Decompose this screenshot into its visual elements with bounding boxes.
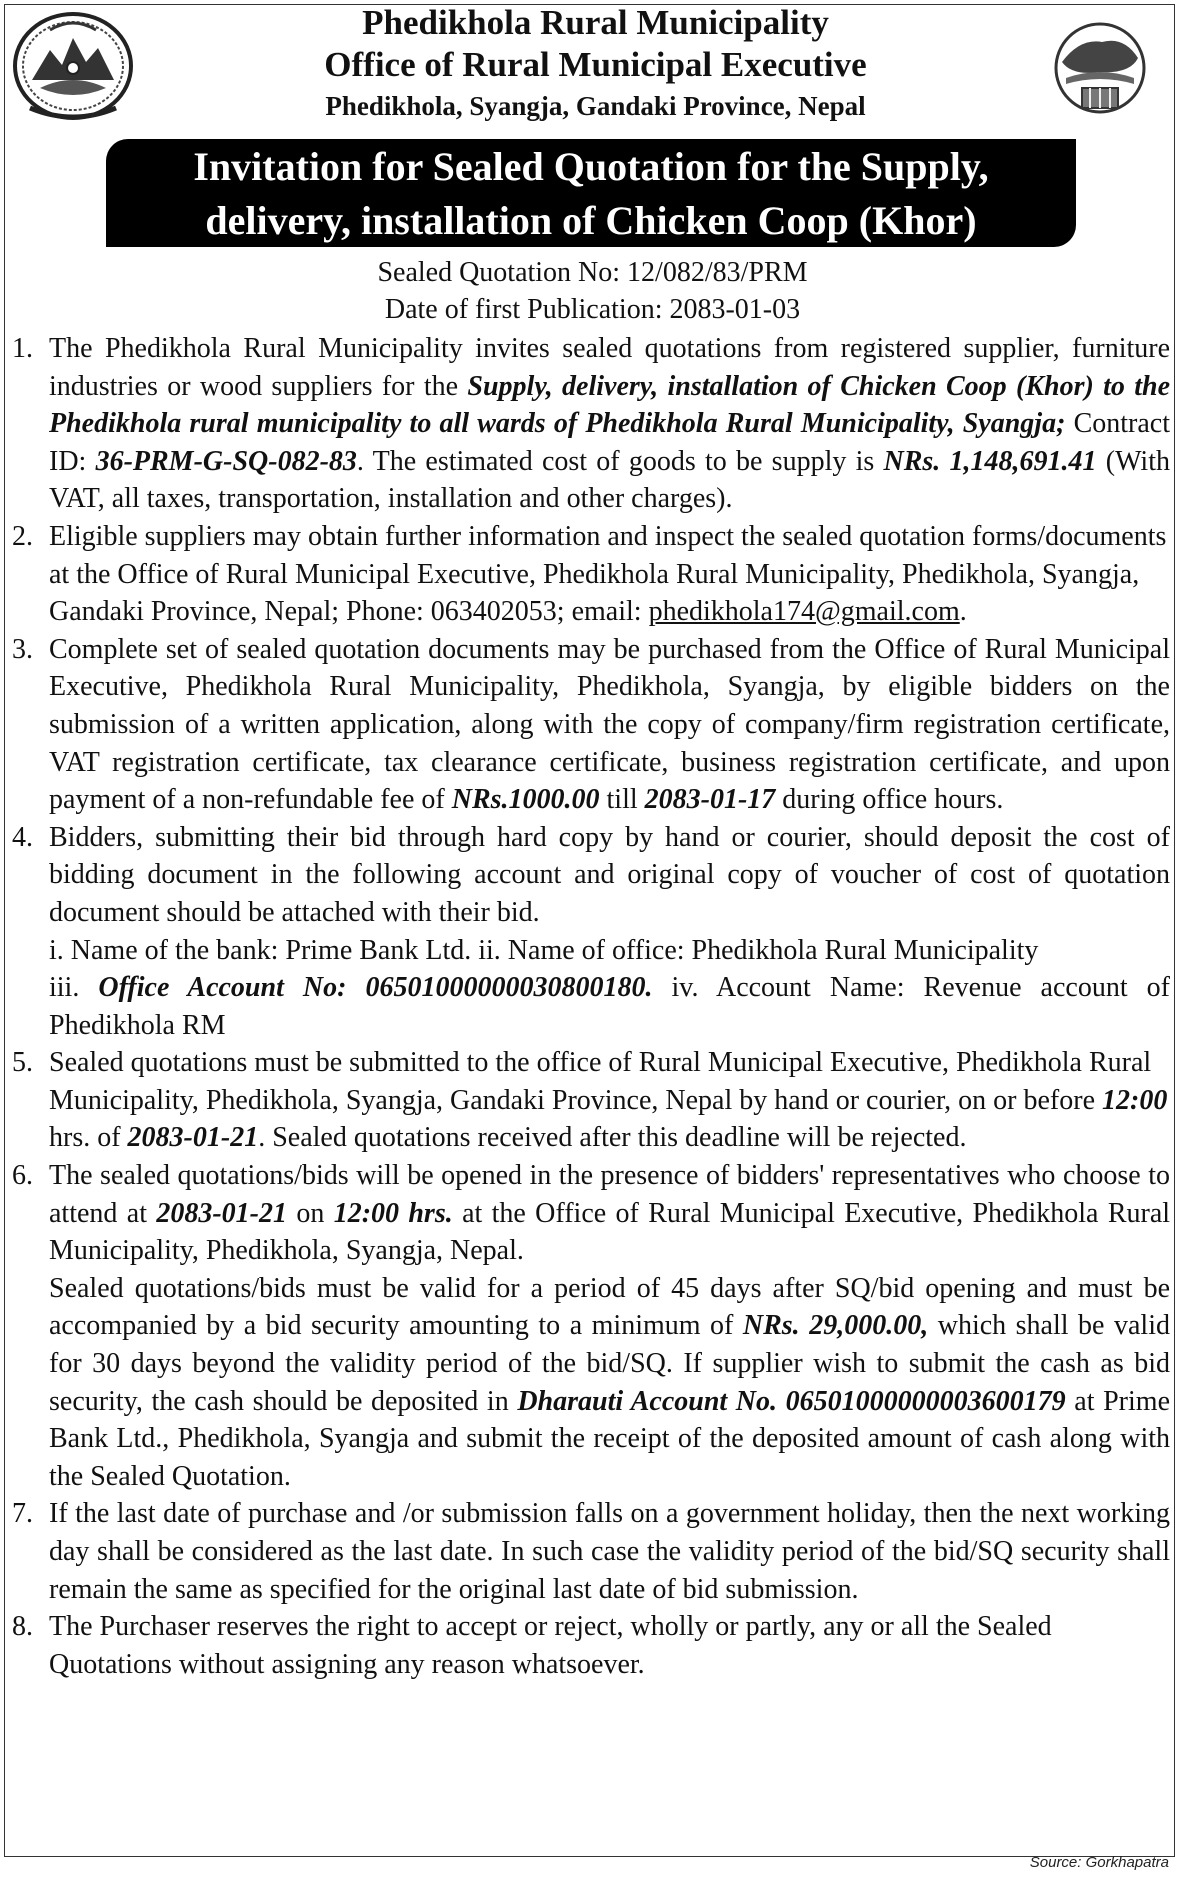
source-credit: Source: Gorkhapatra xyxy=(1029,1854,1169,1871)
municipality-name: Phedikhola Rural Municipality xyxy=(362,3,829,42)
clause-1 xyxy=(12,330,1170,518)
clause-5 xyxy=(12,1044,1170,1157)
clause-6 xyxy=(12,1157,1170,1495)
clause-number: 2. xyxy=(12,520,33,552)
clause-2 xyxy=(12,518,1170,631)
clause-text: The sealed quotations/bids will be opened in the presence of bidders' representatives who choose to attend at 2083-01-21 on 12:00 hrs. at the Office of Rural Municipal Executive, Phedikhola Rural Municipality, Phedikhola, Syangja, Nepal. Sealed quotations/bids must be valid for a period of 45 days after SQ/bid opening and must be accompanied by a bid security amounting to a minimum of NRs. 29,000.00, which shall be valid for 30 days beyond the validity period of the bid/SQ. If supplier wish to submit the cash as bid security, the cash should be deposited in Dharauti Account No. 06501000000003600179 at Prime Bank Ltd., Phedikhola, Syangja and submit the receipt of the deposited amount of cash along with the Sealed Quotation. xyxy=(49,1157,1170,1495)
clause-number: 7. xyxy=(12,1498,33,1530)
account-details: iii. Office Account No: 06501000000030800180. iv. Account Name: Revenue account of Phedikhola RM xyxy=(49,972,1170,1041)
clause-text: The Purchaser reserves the right to accept or reject, wholly or partly, any or all the Sealed Quotations without assigning any reason whatsoever. xyxy=(49,1611,1052,1680)
bid-security-paragraph: Sealed quotations/bids must be valid for a period of 45 days after SQ/bid opening and must be accompanied by a bid security amounting to a minimum of NRs. 29,000.00, which shall be valid for 30 days beyond the validity period of the bid/SQ. If supplier wish to submit the cash as bid security, the cash should be deposited in Dharauti Account No. 06501000000003600179 at Prime Bank Ltd., Phedikhola, Syangja and submit the receipt of the deposited amount of cash along with the Sealed Quotation. xyxy=(49,1272,1170,1492)
office-address: Phedikhola, Syangja, Gandaki Province, Nepal xyxy=(325,91,866,121)
clause-text: Bidders, submitting their bid through hard copy by hand or courier, should deposit the cost of bidding document in the following account and original copy of voucher of cost of quotation document should be attached with their bid. i. Name of the bank: Prime Bank Ltd. ii. Name of office: Phedikhola Rural Municipality iii. Office Account No: 06501000000030800180. iv. Account Name: Revenue account of Phedikhola RM xyxy=(49,819,1170,1045)
clause-number: 1. xyxy=(12,333,33,364)
clause-number: 4. xyxy=(12,821,33,853)
publication-date: Date of first Publication: 2083-01-03 xyxy=(384,294,801,325)
clause-8 xyxy=(12,1608,1170,1683)
clause-number: 5. xyxy=(12,1047,33,1079)
clause-3 xyxy=(12,631,1170,819)
clause-text: Eligible suppliers may obtain further information and inspect the sealed quotation forms/documents at the Office of Rural Municipal Executive, Phedikhola Rural Municipality, Phedikhola, Syangja, Gandaki Province, Nepal; Phone: 063402053; email: phedikhola174@gmail.com. xyxy=(49,520,1167,628)
clause-number: 6. xyxy=(12,1160,33,1192)
notice-body xyxy=(12,330,1170,1683)
clause-text: If the last date of purchase and /or submission falls on a government holiday, then the next working day shall be considered as the last date. In such case the validity period of the bid/SQ security shall remain the same as specified for the original last date of bid submission. xyxy=(49,1498,1170,1605)
bank-details: i. Name of the bank: Prime Bank Ltd. ii. Name of office: Phedikhola Rural Municipality xyxy=(49,934,1039,966)
notice-title-banner xyxy=(106,139,1076,247)
quotation-number: Sealed Quotation No: 12/082/83/PRM xyxy=(377,257,808,288)
banner-line-1: Invitation for Sealed Quotation for the Supply, xyxy=(193,144,989,189)
clause-number: 3. xyxy=(12,633,33,665)
clause-text: The Phedikhola Rural Municipality invites sealed quotations from registered supplier, furniture industries or wood suppliers for the Supply, delivery, installation of Chicken Coop (Khor) to the Phedikhola rural municipality to all wards of Phedikhola Rural Municipality, Syangja; Contract ID: 36-PRM-G-SQ-082-83. The estimated cost of goods to be supply is NRs. 1,148,691.41 (With VAT, all taxes, transportation, installation and other charges). xyxy=(49,333,1171,515)
clause-7 xyxy=(12,1495,1170,1608)
banner-line-2: delivery, installation of Chicken Coop (Khor) xyxy=(205,198,977,243)
email-link[interactable]: phedikhola174@gmail.com xyxy=(648,596,960,628)
clause-text: Complete set of sealed quotation documents may be purchased from the Office of Rural Municipal Executive, Phedikhola Rural Municipality, Phedikhola, Syangja, by eligible bidders on the submission of a written application, along with the copy of company/firm registration certificate, VAT registration certificate, tax clearance certificate, business registration certificate, and upon payment of a non-refundable fee of NRs.1000.00 till 2083-01-17 during office hours. xyxy=(49,633,1170,816)
clause-number: 8. xyxy=(12,1611,33,1643)
clause-text: Sealed quotations must be submitted to the office of Rural Municipal Executive, Phedikhola Rural Municipality, Phedikhola, Syangja, Gandaki Province, Nepal by hand or courier, on or before 12:00 hrs. of 2083-01-21. Sealed quotations received after this deadline will be rejected. xyxy=(49,1047,1168,1154)
clause-4 xyxy=(12,819,1170,1045)
office-name: Office of Rural Municipal Executive xyxy=(324,45,867,84)
